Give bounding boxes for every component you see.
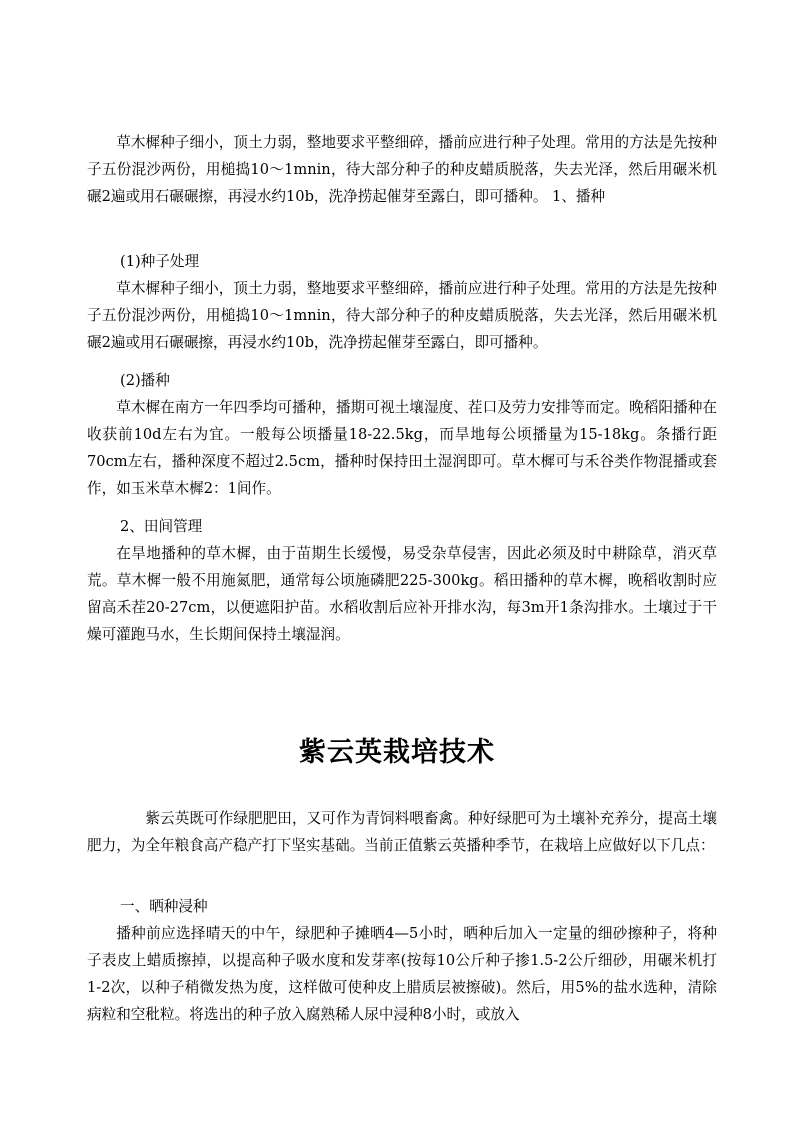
paragraph-sowing: 草木樨在南方一年四季均可播种，播期可视土壤湿度、茬口及劳力安排等而定。晚稻阳播种在收获前10d左右为宜。一般每公顷播量18-22.5kg，而旱地每公顷播量为15-18kg。条播行距70cm左右，播种深度不超过2.5cm，播种时保持田土湿润即可。草木樨可与禾谷类作物混播或套作，如玉米草木樨2：1间作。: [87, 399, 717, 497]
paragraph-seed-treatment: 草木樨种子细小，顶土力弱，整地要求平整细碎，播前应进行种子处理。常用的方法是先按种子五份混沙两份，用槌捣10～1mnin，待大部分种子的种皮蜡质脱落，失去光泽，然后用碾米机碾2遍或用石碾碾擦，再浸水约10b，洗净捞起催芽至露白，即可播种。: [87, 280, 717, 351]
paragraph-field-management: 在旱地播种的草木樨，由于苗期生长缓慢，易受杂草侵害，因此必须及时中耕除草，消灭草荒。草木樨一般不用施氮肥，通常每公顷施磷肥225-300kg。稻田播种的草木樨，晚稻收割时应留高禾茬20-27cm，以便遮阳护苗。水稻收割后应补开排水沟，每3m开1条沟排水。土壤过于干燥可灌跑马水，生长期间保持土壤湿润。: [87, 545, 717, 643]
article-title: 紫云英栽培技术: [299, 737, 495, 768]
paragraph-intro: 草木樨种子细小，顶土力弱，整地要求平整细碎，播前应进行种子处理。常用的方法是先按种子五份混沙两份，用槌捣10～1mnin，待大部分种子的种皮蜡质脱落，失去光泽，然后用碾米机碾2遍或用石碾碾擦，再浸水约10b，洗净捞起催芽至露白，即可播种。 1、播种: [87, 134, 717, 205]
paragraph-sun-soak: 播种前应选择晴天的中午，绿肥种子摊晒4—5小时，晒种后加入一定量的细砂擦种子，将种子表皮上蜡质擦掉，以提高种子吸水度和发芽率(按每10公斤种子掺1.5-2公斤细砂，用碾米机打1-2次，以种子稍微发热为度，这样做可使种皮上腊质层被擦破)。然后，用5%的盐水选种，清除病粒和空秕粒。将选出的种子放入腐熟稀人尿中浸种8小时，或放入: [87, 925, 717, 1023]
heading-seed-treatment: (1)种子处理: [120, 253, 200, 270]
heading-sun-soak: 一、晒种浸种: [120, 898, 208, 915]
heading-field-management: 2、田间管理: [120, 518, 203, 535]
heading-sowing: (2)播种: [120, 372, 170, 389]
paragraph-milk-vetch-intro: 紫云英既可作绿肥肥田，又可作为青饲料喂畜禽。种好绿肥可为土壤补充养分，提高土壤肥力，为全年粮食高产稳产打下坚实基础。当前正值紫云英播种季节，在栽培上应做好以下几点：: [87, 810, 717, 854]
